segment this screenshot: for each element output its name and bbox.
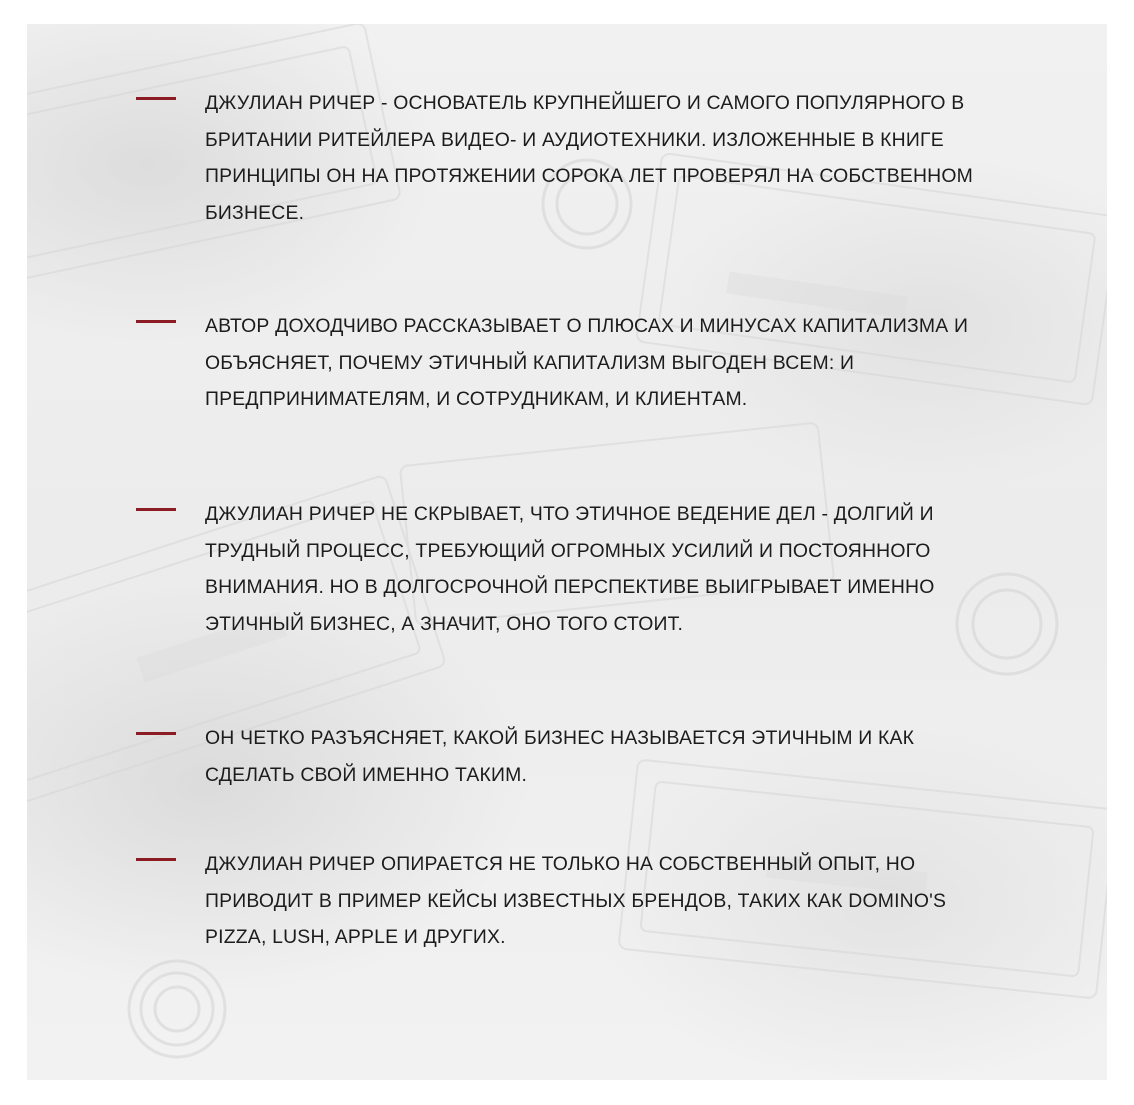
bullet-dash (136, 858, 176, 861)
list-item-text: ДЖУЛИАН РИЧЕР НЕ СКРЫВАЕТ, ЧТО ЭТИЧНОЕ ВЕДЕНИЕ ДЕЛ - ДОЛГИЙ И ТРУДНЫЙ ПРОЦЕСС, ТРЕБУЮЩИЙ ОГРОМНЫХ УСИЛИЙ И ПОСТОЯННОГО ВНИМАНИЯ. НО В ДОЛГОСРОЧНОЙ ПЕРСПЕКТИВЕ ВЫИГРЫВАЕТ ИМЕННО ЭТИЧНЫЙ БИЗНЕС, А ЗНАЧИТ, ОНО ТОГО СТОИТ. (205, 503, 935, 635)
list-item-text: ОН ЧЕТКО РАЗЪЯСНЯЕТ, КАКОЙ БИЗНЕС НАЗЫВАЕТСЯ ЭТИЧНЫМ И КАК СДЕЛАТЬ СВОЙ ИМЕННО ТАКИМ. (205, 727, 915, 786)
bullet-dash (136, 97, 176, 100)
bullet-dash (136, 732, 176, 735)
bullet-dash (136, 320, 176, 323)
list-item-text: ДЖУЛИАН РИЧЕР - ОСНОВАТЕЛЬ КРУПНЕЙШЕГО И САМОГО ПОПУЛЯРНОГО В БРИТАНИИ РИТЕЙЛЕРА ВИДЕО- И АУДИОТЕХНИКИ. ИЗЛОЖЕННЫЕ В КНИГЕ ПРИНЦИПЫ ОН НА ПРОТЯЖЕНИИ СОРОКА ЛЕТ ПРОВЕРЯЛ НА СОБСТВЕННОМ БИЗНЕСЕ. (205, 92, 974, 224)
bullet-list (27, 24, 1107, 1080)
list-item-text: ДЖУЛИАН РИЧЕР ОПИРАЕТСЯ НЕ ТОЛЬКО НА СОБСТВЕННЫЙ ОПЫТ, НО ПРИВОДИТ В ПРИМЕР КЕЙСЫ ИЗВЕСТНЫХ БРЕНДОВ, ТАКИХ КАК DOMINO'S PIZZA, LUSH, APPLE И ДРУГИХ. (205, 853, 947, 948)
list-item-text: АВТОР ДОХОДЧИВО РАССКАЗЫВАЕТ О ПЛЮСАХ И МИНУСАХ КАПИТАЛИЗМА И ОБЪЯСНЯЕТ, ПОЧЕМУ ЭТИЧНЫЙ КАПИТАЛИЗМ ВЫГОДЕН ВСЕМ: И ПРЕДПРИНИМАТЕЛЯМ, И СОТРУДНИКАМ, И КЛИЕНТАМ. (205, 315, 969, 410)
bullet-dash (136, 508, 176, 511)
content-card (27, 24, 1107, 1080)
